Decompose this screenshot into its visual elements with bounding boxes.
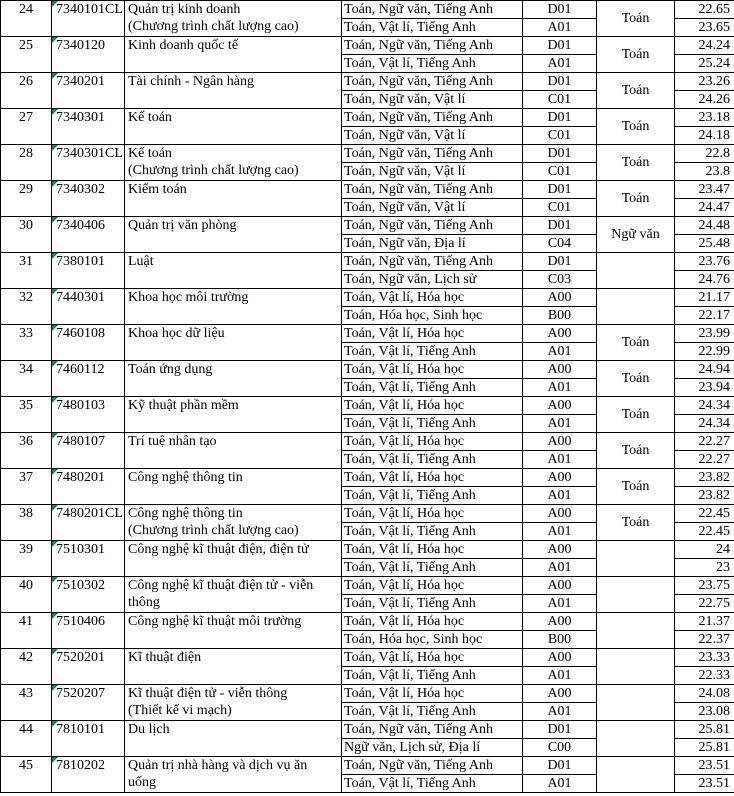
priority-subject: [597, 541, 675, 577]
priority-subject: [597, 289, 675, 325]
subject-combination: Toán, Vật lí, Hóa học: [342, 397, 523, 415]
row-number: 36: [1, 433, 52, 469]
subject-combination: Toán, Ngữ văn, Vật lí: [342, 127, 523, 145]
table-row: [1, 649, 734, 667]
major-code: 7340301: [52, 109, 125, 145]
cutoff-score: 21.37: [675, 613, 734, 631]
subject-combination: Toán, Ngữ văn, Tiếng Anh: [342, 109, 523, 127]
table-row: [1, 145, 734, 163]
cutoff-score: 24.26: [675, 91, 734, 109]
cutoff-score: 22.75: [675, 595, 734, 613]
block-code: A01: [523, 451, 597, 469]
major-name: Kế toán: [125, 109, 342, 145]
major-code: 7340120: [52, 37, 125, 73]
cutoff-score: 23.65: [675, 19, 734, 37]
major-code: 7480201CL: [52, 505, 125, 541]
major-code: 7460108: [52, 325, 125, 361]
subject-combination: Toán, Vật lí, Tiếng Anh: [342, 523, 523, 541]
major-name: Công nghệ kĩ thuật điện, điện tử: [125, 541, 342, 577]
cutoff-score: 22.99: [675, 343, 734, 361]
block-code: A01: [523, 55, 597, 73]
cutoff-score: 23.99: [675, 325, 734, 343]
subject-combination: Toán, Vật lí, Hóa học: [342, 685, 523, 703]
row-number: 43: [1, 685, 52, 721]
row-number: 28: [1, 145, 52, 181]
row-number: 39: [1, 541, 52, 577]
major-code: 7510406: [52, 613, 125, 649]
cutoff-score: 23.82: [675, 469, 734, 487]
cutoff-score: 23.51: [675, 757, 734, 775]
block-code: A01: [523, 703, 597, 721]
block-code: A00: [523, 289, 597, 307]
block-code: A01: [523, 595, 597, 613]
row-number: 24: [1, 1, 52, 37]
major-name: Công nghệ kĩ thuật môi trường: [125, 613, 342, 649]
row-number: 40: [1, 577, 52, 613]
block-code: A01: [523, 19, 597, 37]
block-code: D01: [523, 217, 597, 235]
block-code: D01: [523, 145, 597, 163]
subject-combination: Toán, Vật lí, Hóa học: [342, 613, 523, 631]
subject-combination: Toán, Vật lí, Tiếng Anh: [342, 667, 523, 685]
major-code: 7810101: [52, 721, 125, 757]
cutoff-score: 25.81: [675, 721, 734, 739]
block-code: A00: [523, 397, 597, 415]
table-row: [1, 505, 734, 523]
table-row: [1, 37, 734, 55]
priority-subject: Toán: [597, 397, 675, 433]
cutoff-score: 24.76: [675, 271, 734, 289]
subject-combination: Toán, Vật lí, Tiếng Anh: [342, 343, 523, 361]
cutoff-score: 25.48: [675, 235, 734, 253]
cutoff-score: 22.45: [675, 523, 734, 541]
subject-combination: Toán, Ngữ văn, Vật lí: [342, 163, 523, 181]
major-name: Quản trị kinh doanh (Chương trình chất lượng cao): [125, 1, 342, 37]
cutoff-score: 24: [675, 541, 734, 559]
table-row: [1, 109, 734, 127]
major-name: Kĩ thuật điện: [125, 649, 342, 685]
row-number: 35: [1, 397, 52, 433]
cutoff-score: 24.18: [675, 127, 734, 145]
table-row: [1, 721, 734, 739]
major-name: Luật: [125, 253, 342, 289]
priority-subject: Toán: [597, 469, 675, 505]
major-name: Du lịch: [125, 721, 342, 757]
block-code: B00: [523, 307, 597, 325]
cutoff-score: 24.94: [675, 361, 734, 379]
cutoff-score: 22.17: [675, 307, 734, 325]
subject-combination: Toán, Vật lí, Hóa học: [342, 649, 523, 667]
priority-subject: Toán: [597, 325, 675, 361]
major-code: 7480201: [52, 469, 125, 505]
table-row: [1, 253, 734, 271]
row-number: 44: [1, 721, 52, 757]
subject-combination: Toán, Vật lí, Tiếng Anh: [342, 55, 523, 73]
subject-combination: Toán, Vật lí, Tiếng Anh: [342, 19, 523, 37]
block-code: D01: [523, 721, 597, 739]
block-code: C03: [523, 271, 597, 289]
major-name: Công nghệ thông tin (Chương trình chất lượng cao): [125, 505, 342, 541]
priority-subject: Toán: [597, 145, 675, 181]
table-row: [1, 73, 734, 91]
subject-combination: Toán, Ngữ văn, Tiếng Anh: [342, 253, 523, 271]
cutoff-score: 24.48: [675, 217, 734, 235]
cutoff-score: 23.94: [675, 379, 734, 397]
block-code: D01: [523, 37, 597, 55]
major-name: Kế toán (Chương trình chất lượng cao): [125, 145, 342, 181]
block-code: C01: [523, 199, 597, 217]
table-row: [1, 613, 734, 631]
block-code: A00: [523, 433, 597, 451]
block-code: A00: [523, 505, 597, 523]
row-number: 33: [1, 325, 52, 361]
block-code: B00: [523, 631, 597, 649]
block-code: D01: [523, 109, 597, 127]
subject-combination: Toán, Vật lí, Tiếng Anh: [342, 559, 523, 577]
subject-combination: Toán, Vật lí, Tiếng Anh: [342, 487, 523, 505]
cutoff-score: 23.08: [675, 703, 734, 721]
cutoff-score: 23.51: [675, 775, 734, 793]
major-name: Toán ứng dụng: [125, 361, 342, 397]
cutoff-score: 23: [675, 559, 734, 577]
major-name: Tài chính - Ngân hàng: [125, 73, 342, 109]
major-code: 7810202: [52, 757, 125, 793]
subject-combination: Toán, Ngữ văn, Tiếng Anh: [342, 757, 523, 775]
block-code: A01: [523, 523, 597, 541]
major-code: 7340301CL: [52, 145, 125, 181]
row-number: 30: [1, 217, 52, 253]
priority-subject: Toán: [597, 73, 675, 109]
block-code: A01: [523, 559, 597, 577]
major-name: Quản trị văn phòng: [125, 217, 342, 253]
major-code: 7480107: [52, 433, 125, 469]
priority-subject: Toán: [597, 433, 675, 469]
major-name: Công nghệ thông tin: [125, 469, 342, 505]
block-code: A00: [523, 541, 597, 559]
block-code: C04: [523, 235, 597, 253]
block-code: A01: [523, 775, 597, 793]
major-name: Kĩ thuật điện tử - viễn thông (Thiết kế vi mạch): [125, 685, 342, 721]
table-row: [1, 433, 734, 451]
block-code: D01: [523, 181, 597, 199]
subject-combination: Toán, Ngữ văn, Tiếng Anh: [342, 37, 523, 55]
subject-combination: Toán, Ngữ văn, Tiếng Anh: [342, 217, 523, 235]
block-code: A00: [523, 325, 597, 343]
subject-combination: Toán, Ngữ văn, Vật lí: [342, 199, 523, 217]
cutoff-score: 25.24: [675, 55, 734, 73]
table-row: [1, 469, 734, 487]
priority-subject: [597, 757, 675, 793]
priority-subject: [597, 613, 675, 649]
block-code: A00: [523, 469, 597, 487]
block-code: A00: [523, 577, 597, 595]
block-code: D01: [523, 73, 597, 91]
block-code: D01: [523, 253, 597, 271]
cutoff-score: 23.18: [675, 109, 734, 127]
cutoff-score: 23.26: [675, 73, 734, 91]
block-code: A01: [523, 487, 597, 505]
subject-combination: Toán, Ngữ văn, Lịch sử: [342, 271, 523, 289]
block-code: A01: [523, 379, 597, 397]
table-row: [1, 217, 734, 235]
block-code: A01: [523, 667, 597, 685]
major-code: 7510302: [52, 577, 125, 613]
subject-combination: Toán, Vật lí, Hóa học: [342, 289, 523, 307]
cutoff-score: 24.34: [675, 415, 734, 433]
major-code: 7480103: [52, 397, 125, 433]
subject-combination: Toán, Vật lí, Hóa học: [342, 469, 523, 487]
cutoff-score: 24.08: [675, 685, 734, 703]
cutoff-score: 23.82: [675, 487, 734, 505]
priority-subject: Ngữ văn: [597, 217, 675, 253]
priority-subject: [597, 721, 675, 757]
block-code: A00: [523, 613, 597, 631]
table-row: [1, 577, 734, 595]
block-code: A01: [523, 415, 597, 433]
major-name: Kỹ thuật phần mềm: [125, 397, 342, 433]
subject-combination: Toán, Vật lí, Hóa học: [342, 577, 523, 595]
subject-combination: Toán, Ngữ văn, Tiếng Anh: [342, 1, 523, 19]
row-number: 41: [1, 613, 52, 649]
row-number: 42: [1, 649, 52, 685]
cutoff-score: 25.81: [675, 739, 734, 757]
major-code: 7340406: [52, 217, 125, 253]
row-number: 29: [1, 181, 52, 217]
major-name: Kiểm toán: [125, 181, 342, 217]
table-row: [1, 541, 734, 559]
row-number: 38: [1, 505, 52, 541]
subject-combination: Toán, Ngữ văn, Tiếng Anh: [342, 181, 523, 199]
table-row: [1, 397, 734, 415]
cutoff-score: 23.75: [675, 577, 734, 595]
block-code: A00: [523, 361, 597, 379]
major-name: Kinh doanh quốc tế: [125, 37, 342, 73]
cutoff-score: 22.27: [675, 433, 734, 451]
subject-combination: Toán, Ngữ văn, Tiếng Anh: [342, 73, 523, 91]
cutoff-score: 22.37: [675, 631, 734, 649]
major-code: 7440301: [52, 289, 125, 325]
major-name: Khoa học dữ liệu: [125, 325, 342, 361]
major-name: Công nghệ kĩ thuật điện tử - viễn thông: [125, 577, 342, 613]
subject-combination: Toán, Hóa học, Sinh học: [342, 631, 523, 649]
cutoff-score: 23.47: [675, 181, 734, 199]
priority-subject: Toán: [597, 181, 675, 217]
cutoff-score: 23.8: [675, 163, 734, 181]
priority-subject: [597, 685, 675, 721]
cutoff-score: 21.17: [675, 289, 734, 307]
cutoff-score: 24.24: [675, 37, 734, 55]
row-number: 27: [1, 109, 52, 145]
major-code: 7510301: [52, 541, 125, 577]
subject-combination: Toán, Vật lí, Tiếng Anh: [342, 703, 523, 721]
subject-combination: Toán, Ngữ văn, Tiếng Anh: [342, 145, 523, 163]
subject-combination: Toán, Vật lí, Tiếng Anh: [342, 595, 523, 613]
major-code: 7340201: [52, 73, 125, 109]
priority-subject: Toán: [597, 505, 675, 541]
row-number: 32: [1, 289, 52, 325]
block-code: D01: [523, 757, 597, 775]
priority-subject: Toán: [597, 361, 675, 397]
block-code: C00: [523, 739, 597, 757]
subject-combination: Toán, Vật lí, Tiếng Anh: [342, 451, 523, 469]
major-name: Khoa học môi trường: [125, 289, 342, 325]
row-number: 25: [1, 37, 52, 73]
major-code: 7340101CL: [52, 1, 125, 37]
cutoff-score: 23.33: [675, 649, 734, 667]
cutoff-score: 24.34: [675, 397, 734, 415]
subject-combination: Toán, Vật lí, Tiếng Anh: [342, 775, 523, 793]
major-name: Trí tuệ nhân tạo: [125, 433, 342, 469]
major-name: Quản trị nhà hàng và dịch vụ ăn uống: [125, 757, 342, 793]
row-number: 37: [1, 469, 52, 505]
major-code: 7340302: [52, 181, 125, 217]
subject-combination: Toán, Ngữ văn, Tiếng Anh: [342, 721, 523, 739]
subject-combination: Toán, Ngữ văn, Địa lí: [342, 235, 523, 253]
cutoff-score: 23.76: [675, 253, 734, 271]
row-number: 45: [1, 757, 52, 793]
block-code: C01: [523, 163, 597, 181]
block-code: A00: [523, 685, 597, 703]
table-row: [1, 685, 734, 703]
subject-combination: Toán, Vật lí, Tiếng Anh: [342, 415, 523, 433]
block-code: C01: [523, 91, 597, 109]
priority-subject: Toán: [597, 1, 675, 37]
subject-combination: Toán, Hóa học, Sinh học: [342, 307, 523, 325]
subject-combination: Ngữ văn, Lịch sử, Địa lí: [342, 739, 523, 757]
priority-subject: Toán: [597, 37, 675, 73]
row-number: 31: [1, 253, 52, 289]
major-code: 7380101: [52, 253, 125, 289]
major-code: 7460112: [52, 361, 125, 397]
cutoff-score: 22.8: [675, 145, 734, 163]
cutoff-score: 22.65: [675, 1, 734, 19]
major-code: 7520207: [52, 685, 125, 721]
priority-subject: [597, 649, 675, 685]
table-row: [1, 1, 734, 19]
major-code: 7520201: [52, 649, 125, 685]
block-code: D01: [523, 1, 597, 19]
priority-subject: [597, 253, 675, 289]
subject-combination: Toán, Vật lí, Tiếng Anh: [342, 379, 523, 397]
cutoff-score: 22.45: [675, 505, 734, 523]
table-row: [1, 289, 734, 307]
subject-combination: Toán, Vật lí, Hóa học: [342, 361, 523, 379]
block-code: A00: [523, 649, 597, 667]
table-row: [1, 361, 734, 379]
subject-combination: Toán, Vật lí, Hóa học: [342, 433, 523, 451]
block-code: C01: [523, 127, 597, 145]
block-code: A01: [523, 343, 597, 361]
subject-combination: Toán, Vật lí, Hóa học: [342, 541, 523, 559]
row-number: 26: [1, 73, 52, 109]
subject-combination: Toán, Vật lí, Hóa học: [342, 505, 523, 523]
cutoff-score: 24.47: [675, 199, 734, 217]
table-row: [1, 181, 734, 199]
row-number: 34: [1, 361, 52, 397]
priority-subject: Toán: [597, 109, 675, 145]
table-row: [1, 325, 734, 343]
subject-combination: Toán, Ngữ văn, Vật lí: [342, 91, 523, 109]
subject-combination: Toán, Vật lí, Hóa học: [342, 325, 523, 343]
priority-subject: [597, 577, 675, 613]
table-row: [1, 757, 734, 775]
cutoff-score: 22.33: [675, 667, 734, 685]
cutoff-score: 22.27: [675, 451, 734, 469]
table-body: [1, 1, 734, 793]
